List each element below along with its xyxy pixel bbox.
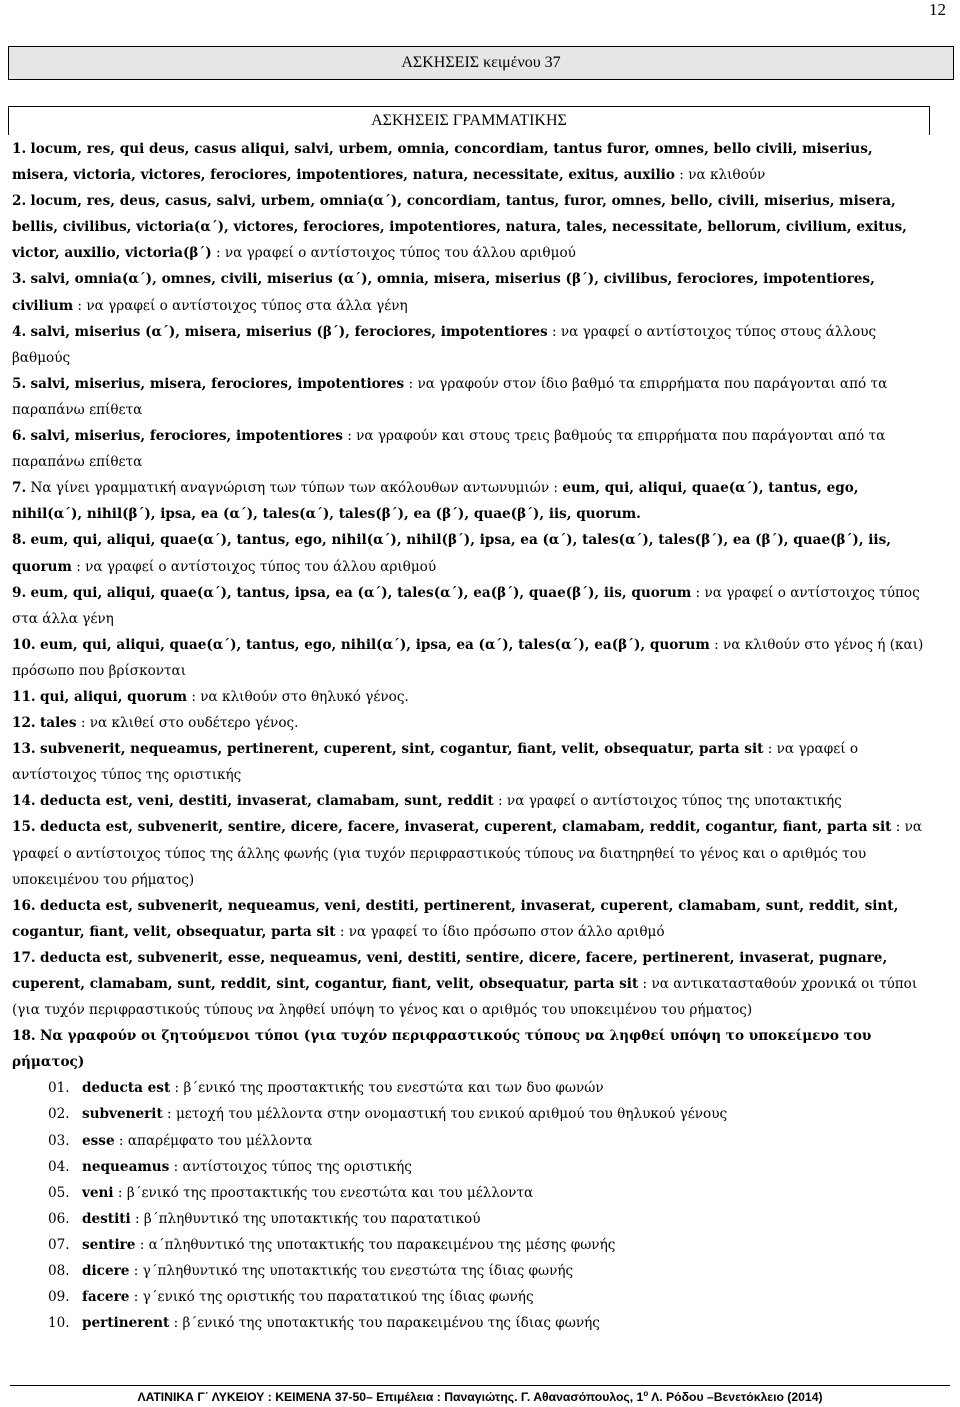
grammar-heading: ΑΣΚΗΣΕΙΣ ΓΡΑΜΜΑΤΙΚΗΣ	[8, 106, 930, 135]
subexercise-form: subvenerit	[82, 1106, 163, 1123]
subexercise-number: 06.	[48, 1210, 70, 1227]
exercise-instruction: : να κλιθούν στο γένος ή (και) πρόσωπο που βρίσκονται	[12, 636, 924, 679]
subexercise-item	[12, 1206, 924, 1232]
exercise-instruction: : να γραφούν και στους τρεις βαθμούς τα επιρρήματα που παράγονται από τα παραπάνω επίθετα	[12, 428, 886, 471]
footer-superscript: ο	[643, 1389, 649, 1398]
footer-text-end: Λ. Ρόδου –Βενετόκλειο (2014)	[648, 1390, 823, 1405]
exercise-forms: locum, res, deus, casus, salvi, urbem, omnia(α΄), concordiam, tantus, furor, omnes, bello, civili, miserius, misera, bellis, civilibus, victoria(α΄), victores, ferociores, impotentiores, natura, tales, necessitate, bellorum, civilium, exitus, victor, auxilio, victoria(β΄)	[12, 193, 907, 262]
subexercise-number: 09.	[48, 1289, 70, 1306]
subexercise-instruction: : β΄πληθυντικό της υποτακτικής του παρατατικού	[130, 1210, 481, 1227]
subexercise-number: 02.	[48, 1106, 70, 1123]
exercise-number: 9.	[12, 584, 27, 601]
exercise-item	[12, 423, 924, 475]
exercise-instruction: : να κλιθούν	[674, 167, 766, 184]
exercise-instruction: : να γραφεί ο αντίστοιχος τύπος στα άλλα γένη	[73, 297, 408, 314]
exercise-item	[12, 893, 924, 945]
exercise-item	[12, 371, 924, 423]
exercise-forms: deducta est, veni, destiti, invaserat, clamabam, sunt, reddit	[39, 793, 494, 810]
exercise-number: 3.	[12, 271, 27, 288]
exercise-forms: salvi, miserius, ferociores, impotentiores	[30, 428, 343, 445]
exercise-number: 17.	[12, 949, 36, 966]
exercise-forms: deducta est, subvenerit, sentire, dicere, facere, invaserat, cuperent, clamabam, reddit, cogantur, fiant, parta sit	[39, 819, 892, 836]
exercise-item	[12, 527, 924, 579]
exercise-forms: qui, aliqui, quorum	[39, 688, 188, 705]
exercise-forms: tales	[39, 715, 77, 732]
subexercise-instruction: : β΄ενικό της προστακτικής του ενεστώτα και των δυο φωνών	[170, 1080, 604, 1097]
footer-text: ΛΑΤΙΝΙΚΑ Γ΄ ΛΥΚΕΙΟΥ : ΚΕΙΜΕΝΑ 37-50– Επιμέλεια : Παναγιώτης. Γ. Αθανασόπουλος, 1	[137, 1390, 644, 1405]
subexercise-form: sentire	[82, 1236, 136, 1253]
subexercise-form: dicere	[82, 1263, 130, 1280]
subexercise-form: deducta est	[82, 1080, 171, 1097]
footer	[10, 1385, 950, 1404]
exercise-instruction: : να γραφεί το ίδιο πρόσωπο στον άλλο αριθμό	[335, 923, 665, 940]
subexercise-item	[12, 1180, 924, 1206]
subexercise-item	[12, 1101, 924, 1127]
exercise-number: 10.	[12, 636, 36, 653]
exercise-item	[12, 266, 924, 318]
subexercise-item	[12, 1258, 924, 1284]
exercise-forms: salvi, miserius, misera, ferociores, impotentiores	[30, 375, 405, 392]
exercise-instruction-lead: Να γίνει γραμματική αναγνώριση των τύπων των ακόλουθων αντωνυμιών :	[30, 480, 563, 497]
exercise-instruction: : να γραφεί ο αντίστοιχος τύπος της οριστικής	[12, 741, 859, 784]
subexercise-number: 01.	[48, 1080, 70, 1097]
subexercise-number: 10.	[48, 1315, 70, 1332]
exercise-number: 8.	[12, 532, 27, 549]
exercise-item	[12, 1023, 924, 1075]
exercise-forms: eum, qui, aliqui, quae(α΄), tantus, ego, nihil(α΄), nihil(β΄), ipsa, ea (α΄), tales(α΄), tales(β΄), ea (β΄), quae(β΄), iis, quorum	[12, 532, 891, 575]
page-title: ΑΣΚΗΣΕΙΣ κειμένου 37	[8, 46, 954, 80]
subexercise-item	[12, 1232, 924, 1258]
exercise-instruction: : να κλιθεί στο ουδέτερο γένος.	[76, 715, 299, 732]
subexercise-form: pertinerent	[82, 1315, 170, 1332]
exercise-instruction: : να γραφεί ο αντίστοιχος τύπος της άλλης φωνής (για τυχόν περιφραστικούς τύπους να διατηρηθεί το γένος και ο αριθμός του υποκειμένου του ρήματος)	[12, 819, 923, 888]
subexercise-instruction: : απαρέμφατο του μέλλοντα	[114, 1132, 313, 1149]
page-number: 12	[929, 0, 946, 19]
exercise-item	[12, 710, 924, 736]
exercise-forms: salvi, miserius (α΄), misera, miserius (β΄), ferociores, impotentiores	[30, 323, 548, 340]
exercise-item	[12, 945, 924, 1023]
exercise-forms: Να γραφούν οι ζητούμενοι τύποι (για τυχόν περιφραστικούς τύπους να ληφθεί υπόψη το υποκείμενο του ρήματος)	[12, 1028, 872, 1071]
exercise-number: 13.	[12, 741, 36, 758]
subexercise-number: 03.	[48, 1132, 70, 1149]
exercise-number: 18.	[12, 1028, 36, 1045]
subexercise-instruction: : γ΄ενικό της οριστικής του παρατατικού της ίδιας φωνής	[129, 1289, 534, 1306]
exercise-forms: deducta est, subvenerit, esse, nequeamus, veni, destiti, sentire, dicere, facere, pertinerent, invaserat, pugnare, cuperent, clamabam, sunt, reddit, sint, cogantur, fiant, velit, obsequatur, parta sit	[12, 949, 888, 992]
exercise-forms: eum, qui, aliqui, quae(α΄), tantus, ego, nihil(α΄), nihil(β΄), ipsa, ea (α΄), tales(α΄), tales(β΄), ea (β΄), quae(β΄), iis, quorum.	[12, 480, 859, 523]
subexercise-number: 07.	[48, 1236, 70, 1253]
subexercise-number: 04.	[48, 1158, 70, 1175]
subexercise-form: destiti	[82, 1210, 131, 1227]
exercise-instruction: : να γραφεί ο αντίστοιχος τύπος του άλλου αριθμού	[71, 558, 437, 575]
subexercise-form: veni	[82, 1184, 114, 1201]
exercise-instruction: : να γραφούν στον ίδιο βαθμό τα επιρρήματα που παράγονται από τα παραπάνω επίθετα	[12, 375, 888, 418]
exercise-forms: locum, res, qui deus, casus aliqui, salvi, urbem, omnia, concordiam, tantus furor, omnes, bello civili, miserius, misera, victoria, victores, ferociores, impotentiores, natura, necessitate, exitus, auxilio	[12, 141, 873, 184]
exercise-item	[12, 814, 924, 892]
exercise-item	[12, 736, 924, 788]
exercise-number: 15.	[12, 819, 36, 836]
subexercise-number: 08.	[48, 1263, 70, 1280]
exercise-item	[12, 788, 924, 814]
exercise-number: 1.	[12, 141, 27, 157]
exercise-item	[12, 319, 924, 371]
exercise-number: 7.	[12, 480, 27, 497]
exercise-number: 14.	[12, 793, 36, 810]
exercise-number: 5.	[12, 375, 27, 392]
subexercise-instruction: : αντίστοιχος τύπος της οριστικής	[169, 1158, 412, 1175]
exercise-instruction: : να γραφεί ο αντίστοιχος τύπος στους άλλους βαθμούς	[12, 323, 877, 366]
subexercise-instruction: : μετοχή του μέλλοντα στην ονομαστική του ενικού αριθμού του θηλυκού γένους	[162, 1106, 728, 1123]
exercise-instruction: : να γραφεί ο αντίστοιχος τύπος στα άλλα γένη	[12, 584, 920, 627]
subexercise-instruction: : γ΄πληθυντικό της υποτακτικής του ενεστώτα της ίδιας φωνής	[129, 1263, 574, 1280]
subexercise-item	[12, 1154, 924, 1180]
subexercise-instruction: : β΄ενικό της υποτακτικής του παρακειμένου της ίδιας φωνής	[169, 1315, 600, 1332]
exercise-instruction: : να γραφεί ο αντίστοιχος τύπος του άλλου αριθμού	[211, 245, 576, 262]
exercise-list	[12, 136, 924, 1336]
exercise-item	[12, 632, 924, 684]
subexercise-instruction: : β΄ενικό της προστακτικής του ενεστώτα και του μέλλοντα	[113, 1184, 534, 1201]
subexercise-form: nequeamus	[82, 1158, 170, 1175]
exercise-instruction: : να γραφεί ο αντίστοιχος τύπος της υποτακτικής	[493, 793, 842, 810]
exercise-number: 2.	[12, 193, 27, 210]
exercise-forms: deducta est, subvenerit, nequeamus, veni, destiti, pertinerent, invaserat, cuperent, clamabam, sunt, reddit, sint, cogantur, fiant, velit, obsequatur, parta sit	[12, 897, 899, 940]
exercise-item	[12, 684, 924, 710]
exercise-forms: subvenerit, nequeamus, pertinerent, cuperent, sint, cogantur, fiant, velit, obsequatur, parta sit	[39, 741, 764, 758]
exercise-item	[12, 475, 924, 527]
exercise-item	[12, 580, 924, 632]
subexercise-form: facere	[82, 1289, 130, 1306]
exercise-number: 12.	[12, 715, 36, 732]
exercise-forms: eum, qui, aliqui, quae(α΄), tantus, ipsa, ea (α΄), tales(α΄), ea(β΄), quae(β΄), iis, quorum	[30, 584, 692, 601]
exercise-instruction: : να κλιθούν στο θηλυκό γένος.	[187, 688, 409, 705]
subexercise-instruction: : α΄πληθυντικό της υποτακτικής του παρακειμένου της μέσης φωνής	[135, 1236, 616, 1253]
exercise-forms: salvi, omnia(α΄), omnes, civili, miserius (α΄), omnia, misera, miserius (β΄), civilibus, ferociores, impotentiores, civilium	[12, 271, 875, 314]
exercise-instruction: : να αντικατασταθούν χρονικά οι τύποι (για τυχόν περιφραστικούς τύπους να ληφθεί υπόψη το γένος και ο αριθμός του υποκειμένου του ρήματος)	[12, 976, 918, 1019]
exercise-item	[12, 136, 924, 188]
exercise-number: 11.	[12, 688, 36, 705]
exercise-number: 4.	[12, 323, 27, 340]
exercise-forms: eum, qui, aliqui, quae(α΄), tantus, ego, nihil(α΄), ipsa, ea (α΄), tales(α΄), ea(β΄), quorum	[39, 636, 710, 653]
subexercise-item	[12, 1075, 924, 1101]
subexercise-item	[12, 1128, 924, 1154]
exercise-number: 16.	[12, 897, 36, 914]
exercise-item	[12, 188, 924, 266]
subexercise-form: esse	[82, 1132, 115, 1149]
subexercise-item	[12, 1310, 924, 1336]
subexercise-item	[12, 1284, 924, 1310]
subexercise-number: 05.	[48, 1184, 70, 1201]
exercise-number: 6.	[12, 428, 27, 445]
